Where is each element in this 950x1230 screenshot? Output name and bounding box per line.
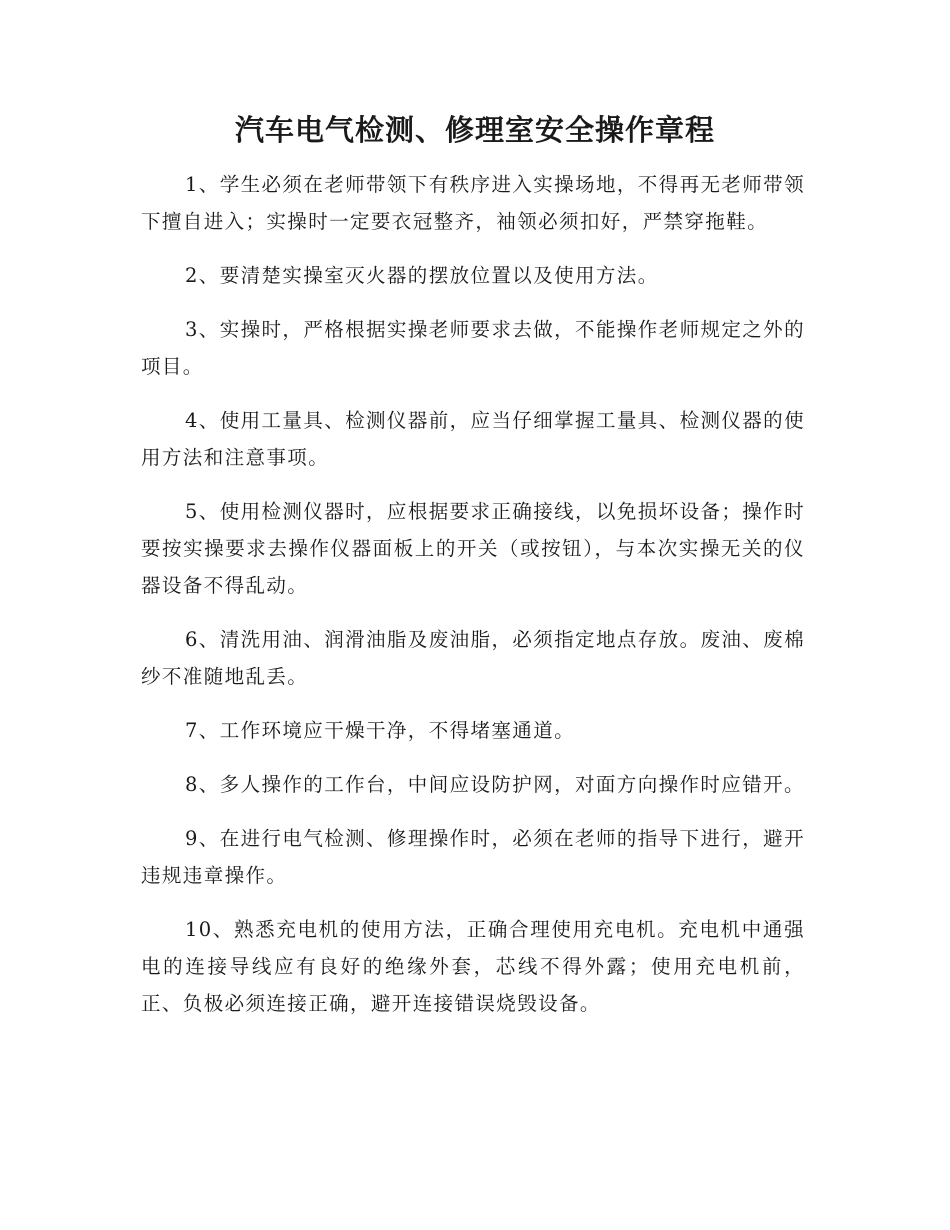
rule-paragraph-8: 8、多人操作的工作台，中间应设防护网，对面方向操作时应错开。 (185, 773, 805, 796)
rule-paragraph-9: 9、在进行电气检测、修理操作时，必须在老师的指导下进行，避开违规违章操作。 (141, 827, 805, 887)
rule-paragraph-4: 4、使用工量具、检测仪器前，应当仔细掌握工量具、检测仪器的使用方法和注意事项。 (141, 409, 805, 469)
rule-paragraph-5: 5、使用检测仪器时，应根据要求正确接线，以免损坏设备；操作时要按实操要求去操作仪器面板上的开关（或按钮），与本次实操无关的仪器设备不得乱动。 (141, 500, 805, 597)
rule-paragraph-1: 1、学生必须在老师带领下有秩序进入实操场地，不得再无老师带领下擅自进入；实操时一定要衣冠整齐，袖领必须扣好，严禁穿拖鞋。 (141, 173, 805, 233)
document-body (141, 166, 805, 1039)
rule-paragraph-10: 10、熟悉充电机的使用方法，正确合理使用充电机。充电机中通强电的连接导线应有良好的绝缘外套，芯线不得外露；使用充电机前，正、负极必须连接正确，避开连接错误烧毁设备。 (141, 918, 805, 1015)
rule-paragraph-6: 6、清洗用油、润滑油脂及废油脂，必须指定地点存放。废油、废棉纱不准随地乱丢。 (141, 628, 805, 688)
rule-paragraph-3: 3、实操时，严格根据实操老师要求去做，不能操作老师规定之外的项目。 (141, 318, 805, 378)
rule-paragraph-2: 2、要清楚实操室灭火器的摆放位置以及使用方法。 (185, 264, 659, 287)
rule-paragraph-7: 7、工作环境应干燥干净，不得堵塞通道。 (185, 719, 576, 742)
document-title: 汽车电气检测、修理室安全操作章程 (234, 113, 715, 147)
